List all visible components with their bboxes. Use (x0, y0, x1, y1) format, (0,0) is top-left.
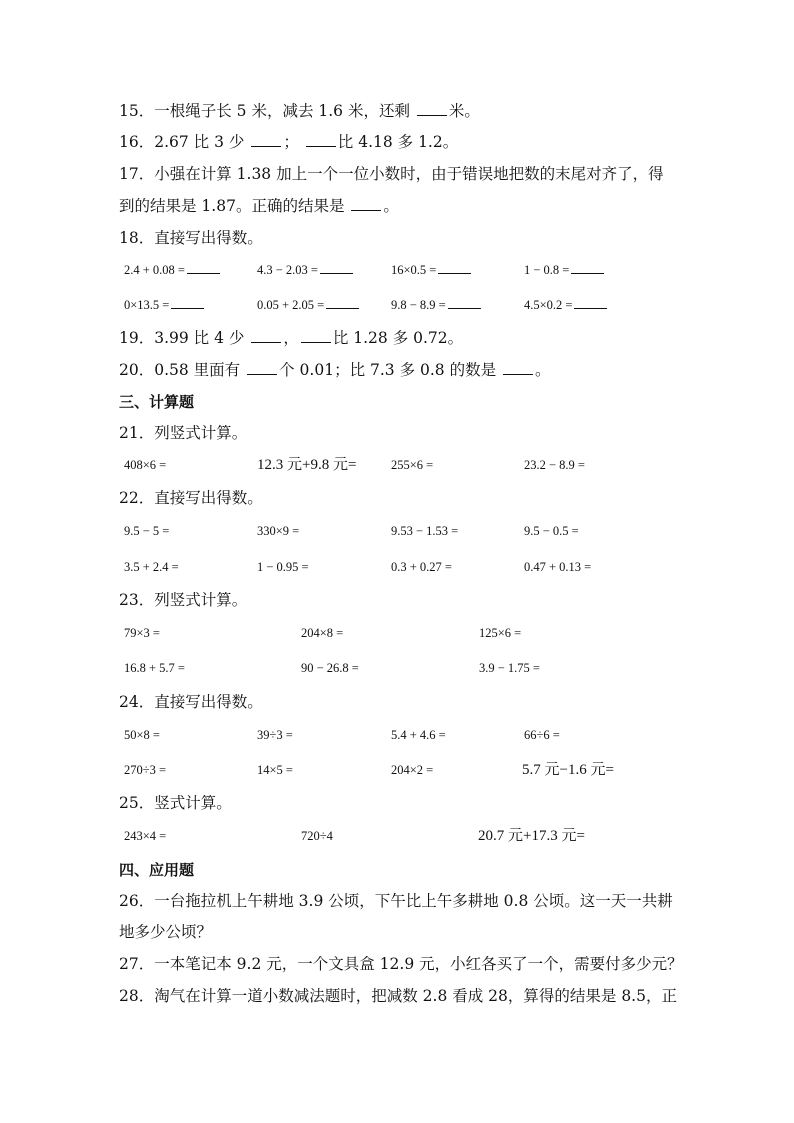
question-number: 20． (119, 361, 155, 379)
calc-row (0, 826, 794, 846)
calc-item: 1 − 0.95 = (257, 560, 309, 574)
question-text: 淘气在计算一道小数减法题时，把减数 2.8 看成 28，算得的结果是 8.5，正 (154, 987, 677, 1005)
answer-blank[interactable] (187, 261, 220, 274)
calc-item: 1 − 0.8 = (524, 260, 604, 280)
calc-item: 12.3 元+9.8 元= (257, 457, 357, 473)
answer-blank[interactable] (301, 328, 331, 343)
calc-item: 16.8 + 5.7 = (124, 661, 185, 675)
question-21 (119, 423, 247, 443)
question-text: 比 1.28 多 0.72。 (332, 329, 464, 347)
question-15 (119, 101, 480, 121)
question-17 (119, 164, 664, 184)
question-text: 。 (383, 197, 399, 215)
calc-item: 9.5 − 5 = (124, 524, 170, 538)
calc-item: 5.7 元−1.6 元= (522, 762, 614, 778)
calc-item: 20.7 元+17.3 元= (478, 828, 585, 844)
calc-item: 2.4 + 0.08 = (124, 260, 220, 280)
question-number: 28． (119, 987, 155, 1005)
calc-item: 9.8 − 8.9 = (391, 295, 481, 315)
calc-row (0, 623, 794, 643)
section-heading: 四、应用题 (119, 861, 195, 879)
calc-row (0, 658, 794, 678)
question-text: ， (283, 329, 299, 347)
question-23 (119, 590, 247, 610)
question-text: 米。 (448, 102, 480, 120)
answer-blank[interactable] (320, 261, 353, 274)
question-25 (119, 793, 232, 813)
calc-row (0, 725, 794, 745)
calc-item: 125×6 = (479, 626, 522, 640)
question-number: 27． (119, 955, 155, 973)
question-text: 列竖式计算。 (154, 424, 248, 442)
question-text: 一本笔记本 9.2 元，一个文具盒 12.9 元，小红各买了一个，需要付多少元？ (154, 955, 683, 973)
question-20 (119, 360, 551, 380)
question-number: 25． (119, 794, 155, 812)
question-text: ； (283, 133, 299, 151)
calc-item: 204×8 = (301, 626, 344, 640)
answer-blank[interactable] (503, 360, 533, 375)
calc-row (0, 557, 794, 577)
question-18 (119, 228, 263, 248)
question-text: 直接写出得数。 (154, 693, 263, 711)
answer-blank[interactable] (438, 261, 471, 274)
question-28 (119, 986, 677, 1006)
question-text: 个 0.01；比 7.3 多 0.8 的数是 (279, 361, 497, 379)
calc-item: 90 − 26.8 = (301, 661, 359, 675)
calc-item: 16×0.5 = (391, 260, 471, 280)
question-17-cont (119, 196, 399, 216)
calc-item: 39÷3 = (257, 728, 293, 742)
question-26-cont (119, 922, 212, 942)
question-number: 19． (119, 329, 155, 347)
calc-item: 9.53 − 1.53 = (391, 524, 459, 538)
calc-item: 3.9 − 1.75 = (479, 661, 540, 675)
answer-blank[interactable] (326, 296, 359, 309)
calc-item: 330×9 = (257, 524, 300, 538)
calc-item: 79×3 = (124, 626, 160, 640)
question-text: 。 (535, 361, 551, 379)
calc-item: 4.3 − 2.03 = (257, 260, 353, 280)
question-number: 21． (119, 424, 155, 442)
question-number: 22． (119, 489, 155, 507)
calc-item: 9.5 − 0.5 = (524, 524, 579, 538)
calc-item: 0.47 + 0.13 = (524, 560, 592, 574)
question-24 (119, 692, 263, 712)
answer-blank[interactable] (306, 132, 336, 147)
calc-item: 0.3 + 0.27 = (391, 560, 452, 574)
question-number: 17． (119, 165, 155, 183)
question-text: 比 4.18 多 1.2。 (337, 133, 459, 151)
answer-blank[interactable] (351, 196, 381, 211)
question-number: 26． (119, 892, 155, 910)
calc-item: 66÷6 = (524, 728, 560, 742)
question-text: 2.67 比 3 少 (154, 133, 245, 151)
question-number: 23． (119, 591, 155, 609)
calc-row (0, 295, 794, 315)
calc-item: 50×8 = (124, 728, 160, 742)
calc-item: 270÷3 = (124, 763, 167, 777)
calc-item: 0.05 + 2.05 = (257, 295, 359, 315)
calc-item: 5.4 + 4.6 = (391, 728, 446, 742)
answer-blank[interactable] (247, 360, 277, 375)
calc-row (0, 521, 794, 541)
answer-blank[interactable] (571, 261, 604, 274)
question-27 (119, 954, 683, 974)
question-number: 18． (119, 229, 155, 247)
calc-item: 23.2 − 8.9 = (524, 458, 585, 472)
answer-blank[interactable] (448, 296, 481, 309)
answer-blank[interactable] (417, 101, 447, 116)
calc-item: 204×2 = (391, 763, 434, 777)
question-text: 地多少公顷？ (119, 923, 213, 941)
question-text: 3.99 比 4 少 (154, 329, 245, 347)
question-16 (119, 132, 458, 152)
calc-row (0, 760, 794, 780)
question-text: 一根绳子长 5 米，减去 1.6 米，还剩 (154, 102, 410, 120)
question-number: 24． (119, 693, 155, 711)
question-number: 16． (119, 133, 155, 151)
answer-blank[interactable] (171, 296, 204, 309)
question-number: 15． (119, 102, 155, 120)
answer-blank[interactable] (251, 328, 281, 343)
question-text: 直接写出得数。 (154, 229, 263, 247)
answer-blank[interactable] (574, 296, 607, 309)
question-22 (119, 488, 263, 508)
section-heading: 三、计算题 (119, 393, 195, 411)
calc-item: 255×6 = (391, 458, 434, 472)
question-text: 列竖式计算。 (154, 591, 248, 609)
question-19 (119, 328, 463, 348)
calc-row (0, 455, 794, 475)
question-text: 0.58 里面有 (154, 361, 241, 379)
question-text: 一台拖拉机上午耕地 3.9 公顷，下午比上午多耕地 0.8 公顷。这一天一共耕 (154, 892, 673, 910)
calc-row (0, 260, 794, 280)
question-text: 小强在计算 1.38 加上一个一位小数时，由于错误地把数的末尾对齐了，得 (154, 165, 664, 183)
question-26 (119, 891, 673, 911)
calc-item: 0×13.5 = (124, 295, 204, 315)
question-text: 到的结果是 1.87。正确的结果是 (119, 197, 345, 215)
answer-blank[interactable] (251, 132, 281, 147)
question-text: 直接写出得数。 (154, 489, 263, 507)
calc-item: 4.5×0.2 = (524, 295, 607, 315)
calc-item: 3.5 + 2.4 = (124, 560, 179, 574)
question-text: 竖式计算。 (154, 794, 232, 812)
calc-item: 408×6 = (124, 458, 167, 472)
calc-item: 14×5 = (257, 763, 293, 777)
calc-item: 720÷4 (301, 829, 333, 843)
calc-item: 243×4 = (124, 829, 167, 843)
